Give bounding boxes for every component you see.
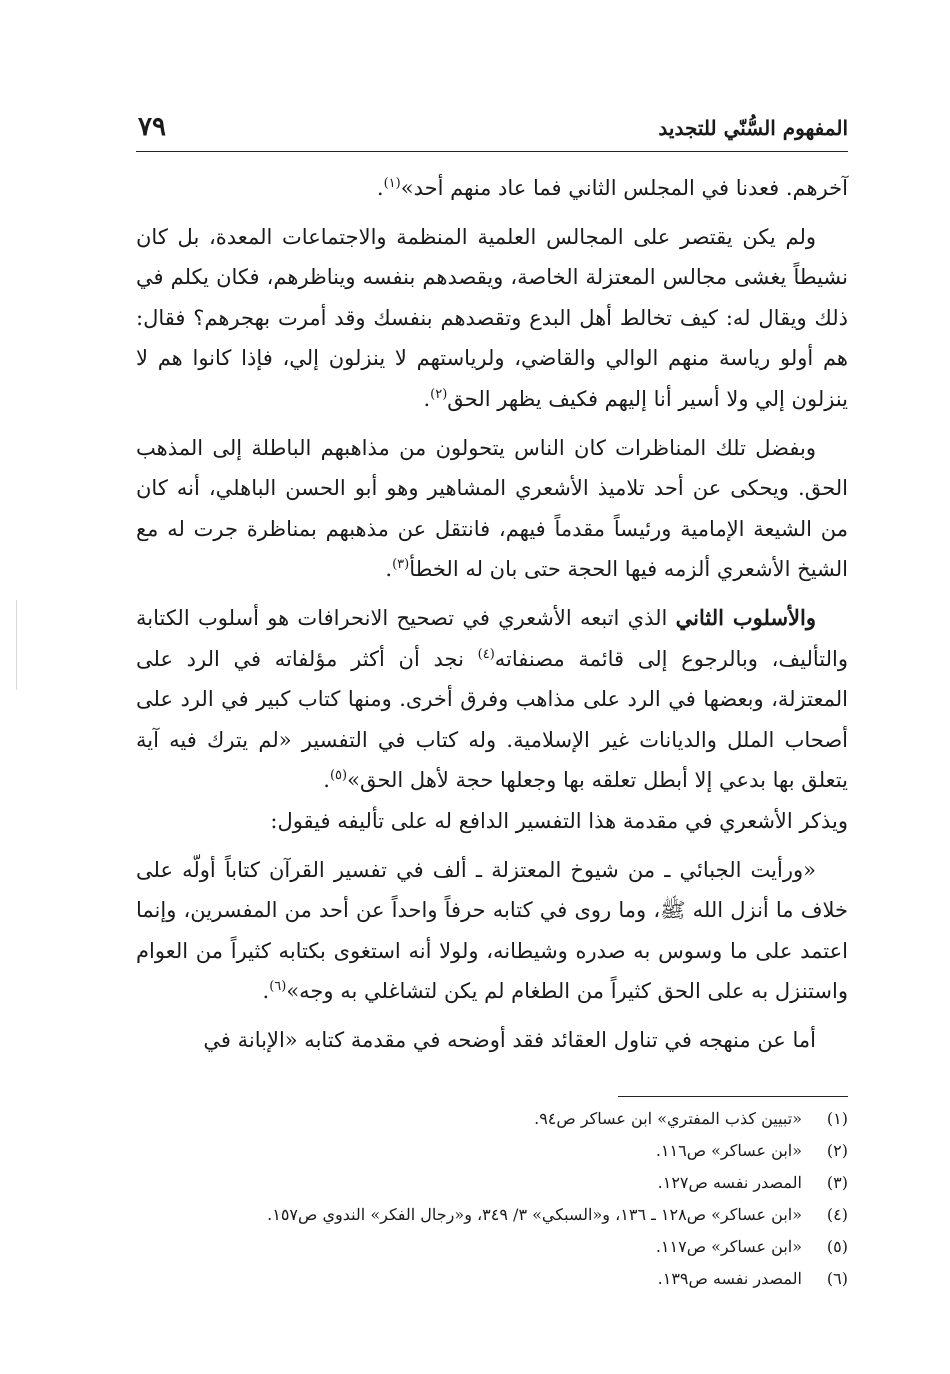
paragraph-1-text: آخرهم. فعدنا في المجلس الثاني فما عاد منهم أحد» bbox=[400, 176, 848, 200]
page-number: ٧٩ bbox=[138, 112, 166, 142]
footnotes bbox=[136, 1103, 848, 1295]
paragraph-6: أما عن منهجه في تناول العقائد فقد أوضحه في مقدمة كتابه «الإبانة في bbox=[203, 1027, 816, 1052]
scan-artifact bbox=[16, 600, 17, 690]
footnote-text: «ابن عساكر» ص١١٧. bbox=[655, 1237, 802, 1256]
footnote-4 bbox=[136, 1199, 848, 1231]
running-header bbox=[136, 112, 848, 152]
quote-end: . bbox=[262, 979, 270, 1004]
paragraph-2 bbox=[136, 217, 848, 420]
paragraph-4-end: . bbox=[323, 768, 330, 793]
footnote-ref-1[interactable]: (١) bbox=[383, 176, 401, 191]
footnote-2 bbox=[136, 1135, 848, 1167]
footnote-text: «تبيين كذب المفتري» ابن عساكر ص٩٤. bbox=[534, 1109, 802, 1128]
footnote-number: (٦) bbox=[826, 1269, 848, 1288]
paragraph-1-end: . bbox=[376, 176, 384, 200]
paragraph-4-continuation: ويذكر الأشعري في مقدمة هذا التفسير الدافع له على تأليفه فيقول: bbox=[270, 808, 848, 833]
footnote-ref-5[interactable]: (٥) bbox=[329, 768, 348, 784]
footnote-6 bbox=[136, 1263, 848, 1295]
paragraph-3-end: . bbox=[385, 557, 393, 582]
paragraph-4-text-a: الذي اتبعه الأشعري في تصحيح الانحرافات هو أسلوب الكتابة والتأليف، وبالرجوع إلى قائمة مصنفاته bbox=[136, 605, 848, 671]
paragraph-3 bbox=[136, 428, 848, 590]
footnote-1 bbox=[136, 1103, 848, 1135]
footnote-text: المصدر نفسه ص١٣٩. bbox=[657, 1269, 802, 1288]
footnote-ref-3[interactable]: (٣) bbox=[392, 557, 410, 573]
footnote-number: (٥) bbox=[826, 1237, 848, 1256]
footnote-text: «ابن عساكر» ص١١٦. bbox=[655, 1141, 802, 1160]
paragraph-3-text: وبفضل تلك المناظرات كان الناس يتحولون من مذاهبهم الباطلة إلى المذهب الحق. ويحكى عن أحد تلاميذ الأشعري المشاهير وهو أبو الحسن الباهلي، أنه كان من الشيعة الإمامية ورئيساً مقدماً فيهم، فانتقل عن مذهبهم بمناظرة جرت له مع الشيخ الأشعري ألزمه فيها الحجة حتى بان له الخطأ bbox=[136, 435, 848, 582]
footnote-ref-2[interactable]: (٢) bbox=[430, 386, 448, 402]
header-rule bbox=[136, 151, 848, 152]
footnote-number: (٣) bbox=[826, 1173, 848, 1192]
paragraph-4-text-b: نجد أن أكثر مؤلفاته في الرد على المعتزلة، وبعضها في الرد على مذاهب وفرق أخرى. ومنها كتاب كبير في الرد على أصحاب الملل والديانات غير الإسلامية. وله كتاب في التفسير «لم يترك فيه آية يتعلق بها بدعي إلا أبطل تعلقه بها وجعلها حجة لأهل الحق» bbox=[136, 646, 848, 793]
footnote-text: «ابن عساكر» ص١٢٨ ـ ١٣٦، و«السبكي» ٣/ ٣٤٩، و«رجال الفكر» الندوي ص١٥٧. bbox=[267, 1205, 802, 1224]
footnote-5 bbox=[136, 1231, 848, 1263]
footnote-number: (٢) bbox=[826, 1141, 848, 1160]
footnote-text: المصدر نفسه ص١٢٧. bbox=[657, 1173, 802, 1192]
paragraph-1 bbox=[136, 168, 848, 209]
paragraph-2-end: . bbox=[423, 386, 431, 411]
quote-paragraph bbox=[136, 850, 848, 1012]
chapter-title: المفهوم السُّنّي للتجديد bbox=[658, 116, 848, 140]
paragraph-4-lead: والأسلوب الثاني bbox=[675, 604, 817, 630]
footnote-ref-6[interactable]: (٦) bbox=[269, 979, 287, 995]
paragraph-2-text: ولم يكن يقتصر على المجالس العلمية المنظمة والاجتماعات المعدة، بل كان نشيطاً يغشى مجالس المعتزلة الخاصة، ويقصدهم بنفسه ويناظرهم، فكان يكلم في ذلك ويقال له: كيف تخالط أهل البدع وتقصدهم بنفسك وقد أمرت بهجرهم؟ فقال: هم أولو رياسة منهم الوالي والقاضي، ولرياستهم لا ينزلون إلي، فإذا كانوا هم لا ينزلون إلي ولا أسير أنا إليهم فكيف يظهر الحق bbox=[136, 224, 848, 411]
paragraph-4 bbox=[136, 598, 848, 801]
footnote-number: (١) bbox=[826, 1109, 848, 1128]
footnote-ref-4[interactable]: (٤) bbox=[477, 646, 495, 662]
footnote-rule bbox=[618, 1096, 848, 1097]
quote-text: «ورأيت الجبائي ـ من شيوخ المعتزلة ـ ألف في تفسير القرآن كتاباً أولّه على خلاف ما أنزل الله ﷺ، وما روى في كتابه حرفاً واحداً عن أحد من المفسرين، وإنما اعتمد على ما وسوس به صدره وشيطانه، ولولا أنه استغوى بكتابه كثيراً من العوام واستنزل به على الحق كثيراً من الطغام لم يكن لتشاغلي به وجه» bbox=[136, 857, 848, 1004]
footnote-3 bbox=[136, 1167, 848, 1199]
footnote-number: (٤) bbox=[826, 1205, 848, 1224]
main-text bbox=[136, 168, 848, 1060]
